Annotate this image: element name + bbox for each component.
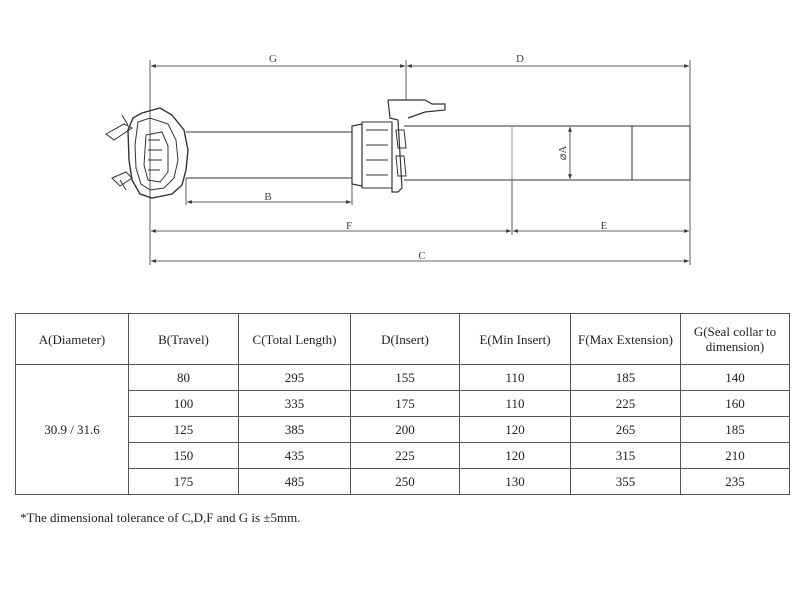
table-cell: 315 bbox=[571, 443, 681, 469]
table-cell: 175 bbox=[351, 391, 460, 417]
table-cell: 265 bbox=[571, 417, 681, 443]
table-cell: 125 bbox=[129, 417, 239, 443]
table-cell: 140 bbox=[681, 365, 790, 391]
table-cell: 435 bbox=[239, 443, 351, 469]
table-header-row bbox=[16, 314, 790, 365]
seatpost-drawing bbox=[106, 100, 690, 198]
table-cell: 120 bbox=[460, 417, 571, 443]
table-row bbox=[16, 391, 790, 417]
table-cell: 120 bbox=[460, 443, 571, 469]
label-a: ⌀A bbox=[557, 145, 569, 161]
table-cell: 130 bbox=[460, 469, 571, 495]
table-row bbox=[16, 365, 790, 391]
table-cell: 385 bbox=[239, 417, 351, 443]
header-diameter: A(Diameter) bbox=[16, 314, 129, 365]
tolerance-note: *The dimensional tolerance of C,D,F and G is ±5mm. bbox=[20, 510, 301, 525]
label-b: B bbox=[264, 191, 272, 203]
table-cell: 250 bbox=[351, 469, 460, 495]
table-cell: 295 bbox=[239, 365, 351, 391]
table-cell: 110 bbox=[460, 365, 571, 391]
label-c: C bbox=[418, 250, 426, 262]
table-row bbox=[16, 469, 790, 495]
table-cell: 210 bbox=[681, 443, 790, 469]
table-cell: 100 bbox=[129, 391, 239, 417]
table-cell: 235 bbox=[681, 469, 790, 495]
table-cell: 335 bbox=[239, 391, 351, 417]
table-cell: 150 bbox=[129, 443, 239, 469]
saddle-clamp-head bbox=[128, 108, 188, 198]
label-e: E bbox=[600, 220, 608, 232]
table-cell: 185 bbox=[681, 417, 790, 443]
table-row bbox=[16, 417, 790, 443]
table-cell: 155 bbox=[351, 365, 460, 391]
table-cell: 355 bbox=[571, 469, 681, 495]
table-cell: 160 bbox=[681, 391, 790, 417]
label-g: G bbox=[269, 53, 277, 65]
label-d: D bbox=[516, 53, 524, 65]
header-seal-collar: G(Seal collar to dimension) bbox=[681, 314, 790, 365]
diameter-cell: 30.9 / 31.6 bbox=[16, 365, 129, 495]
header-travel: B(Travel) bbox=[129, 314, 239, 365]
table-cell: 110 bbox=[460, 391, 571, 417]
table-cell: 175 bbox=[129, 469, 239, 495]
table-cell: 80 bbox=[129, 365, 239, 391]
table-cell: 200 bbox=[351, 417, 460, 443]
table-cell: 225 bbox=[571, 391, 681, 417]
table-cell: 225 bbox=[351, 443, 460, 469]
table-cell: 485 bbox=[239, 469, 351, 495]
spec-table bbox=[15, 313, 790, 495]
header-min-insert: E(Min Insert) bbox=[460, 314, 571, 365]
table-cell: 185 bbox=[571, 365, 681, 391]
seatpost-dimension-drawing bbox=[0, 0, 800, 280]
header-total-length: C(Total Length) bbox=[239, 314, 351, 365]
table-row bbox=[16, 443, 790, 469]
dimension-lines bbox=[150, 60, 690, 265]
header-max-extension: F(Max Extension) bbox=[571, 314, 681, 365]
label-f: F bbox=[345, 220, 353, 232]
remote-lever bbox=[388, 100, 445, 192]
header-insert: D(Insert) bbox=[351, 314, 460, 365]
seal-collar bbox=[352, 124, 362, 186]
